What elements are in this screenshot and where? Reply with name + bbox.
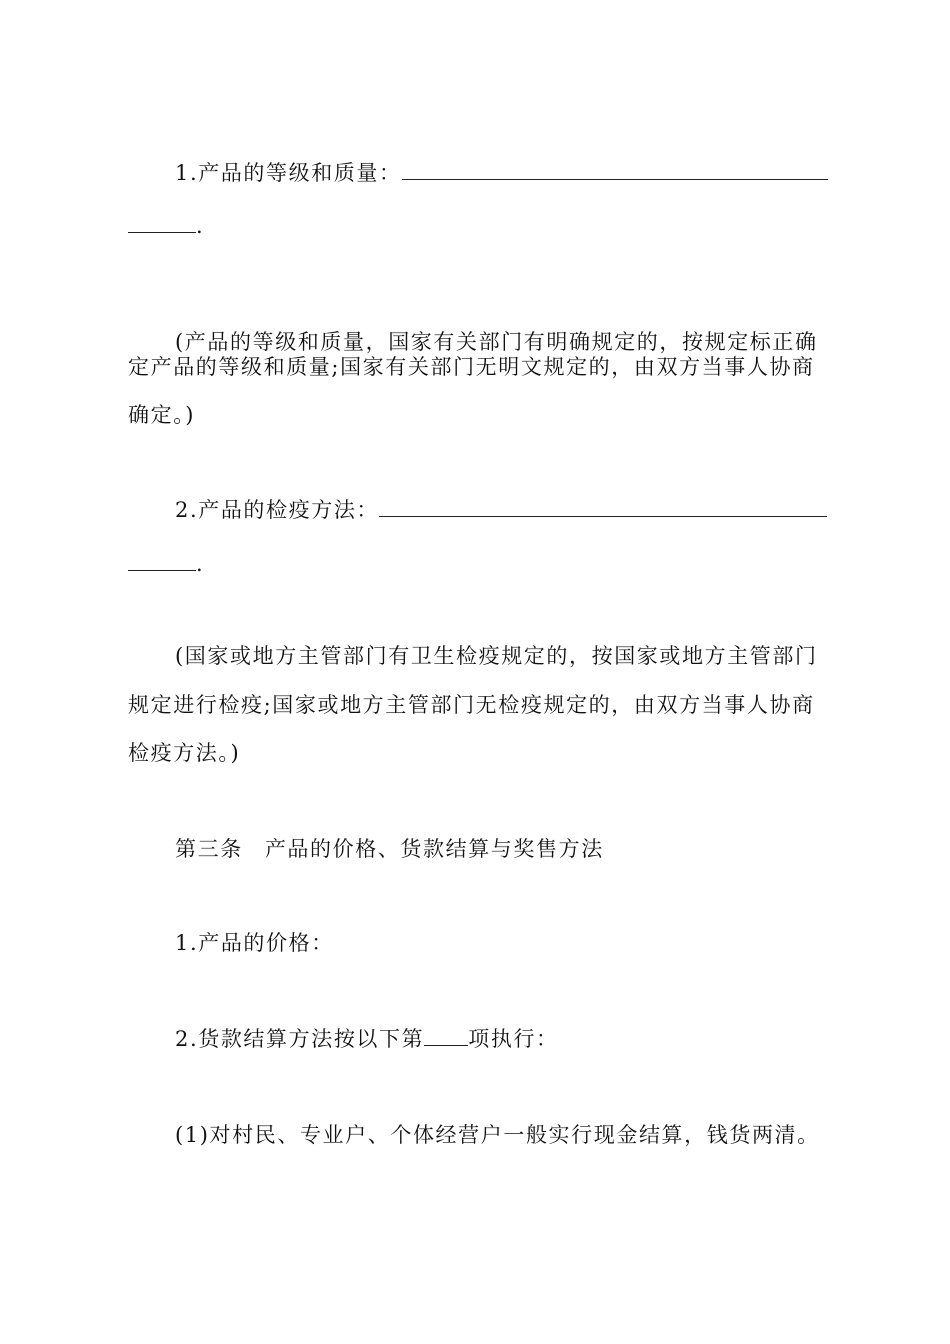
note-inspection-line-3: 检疫方法。) (128, 741, 241, 765)
note-inspection-line-2: 规定进行检疫;国家或地方主管部门无检疫规定的，由双方当事人协商 (128, 693, 815, 717)
item-quality-label: 1.产品的等级和质量： (175, 161, 402, 185)
payment-method-line (175, 1024, 875, 1054)
article-3-number: 第三条 (175, 837, 243, 861)
item-quality-line (175, 158, 875, 188)
payment-option-1: (1)对村民、专业户、个体经营户一般实行现金结算，钱货两清。 (175, 1123, 820, 1147)
article-3-title: 产品的价格、货款结算与奖售方法 (264, 837, 604, 861)
payment-method-prefix: 2.货款结算方法按以下第 (175, 1027, 425, 1051)
quality-blank-field-continued[interactable] (128, 212, 196, 233)
note-inspection-line-1: (国家或地方主管部门有卫生检疫规定的，按国家或地方主管部门 (175, 644, 818, 668)
inspection-blank-field-continued[interactable] (128, 550, 196, 571)
inspection-tail-period: . (196, 552, 205, 576)
note-quality-line-3: 确定。) (128, 403, 196, 427)
payment-method-suffix: 项执行： (468, 1027, 559, 1051)
item-quality-continuation (128, 211, 828, 241)
payment-option-blank-field[interactable] (424, 1025, 468, 1046)
quality-tail-period: . (196, 214, 205, 238)
note-quality-line-2: 定产品的等级和质量;国家有关部门无明文规定的，由双方当事人协商 (128, 355, 815, 379)
quality-blank-field[interactable] (402, 159, 828, 180)
item-inspection-continuation (128, 549, 828, 579)
article-3-heading (175, 834, 875, 864)
item-inspection-label: 2.产品的检疫方法： (175, 498, 380, 522)
note-quality-line-1: (产品的等级和质量，国家有关部门有明确规定的，按规定标正确 (175, 330, 818, 354)
item-inspection-line (175, 495, 875, 525)
inspection-blank-field[interactable] (379, 496, 827, 517)
price-label: 1.产品的价格： (175, 931, 334, 955)
